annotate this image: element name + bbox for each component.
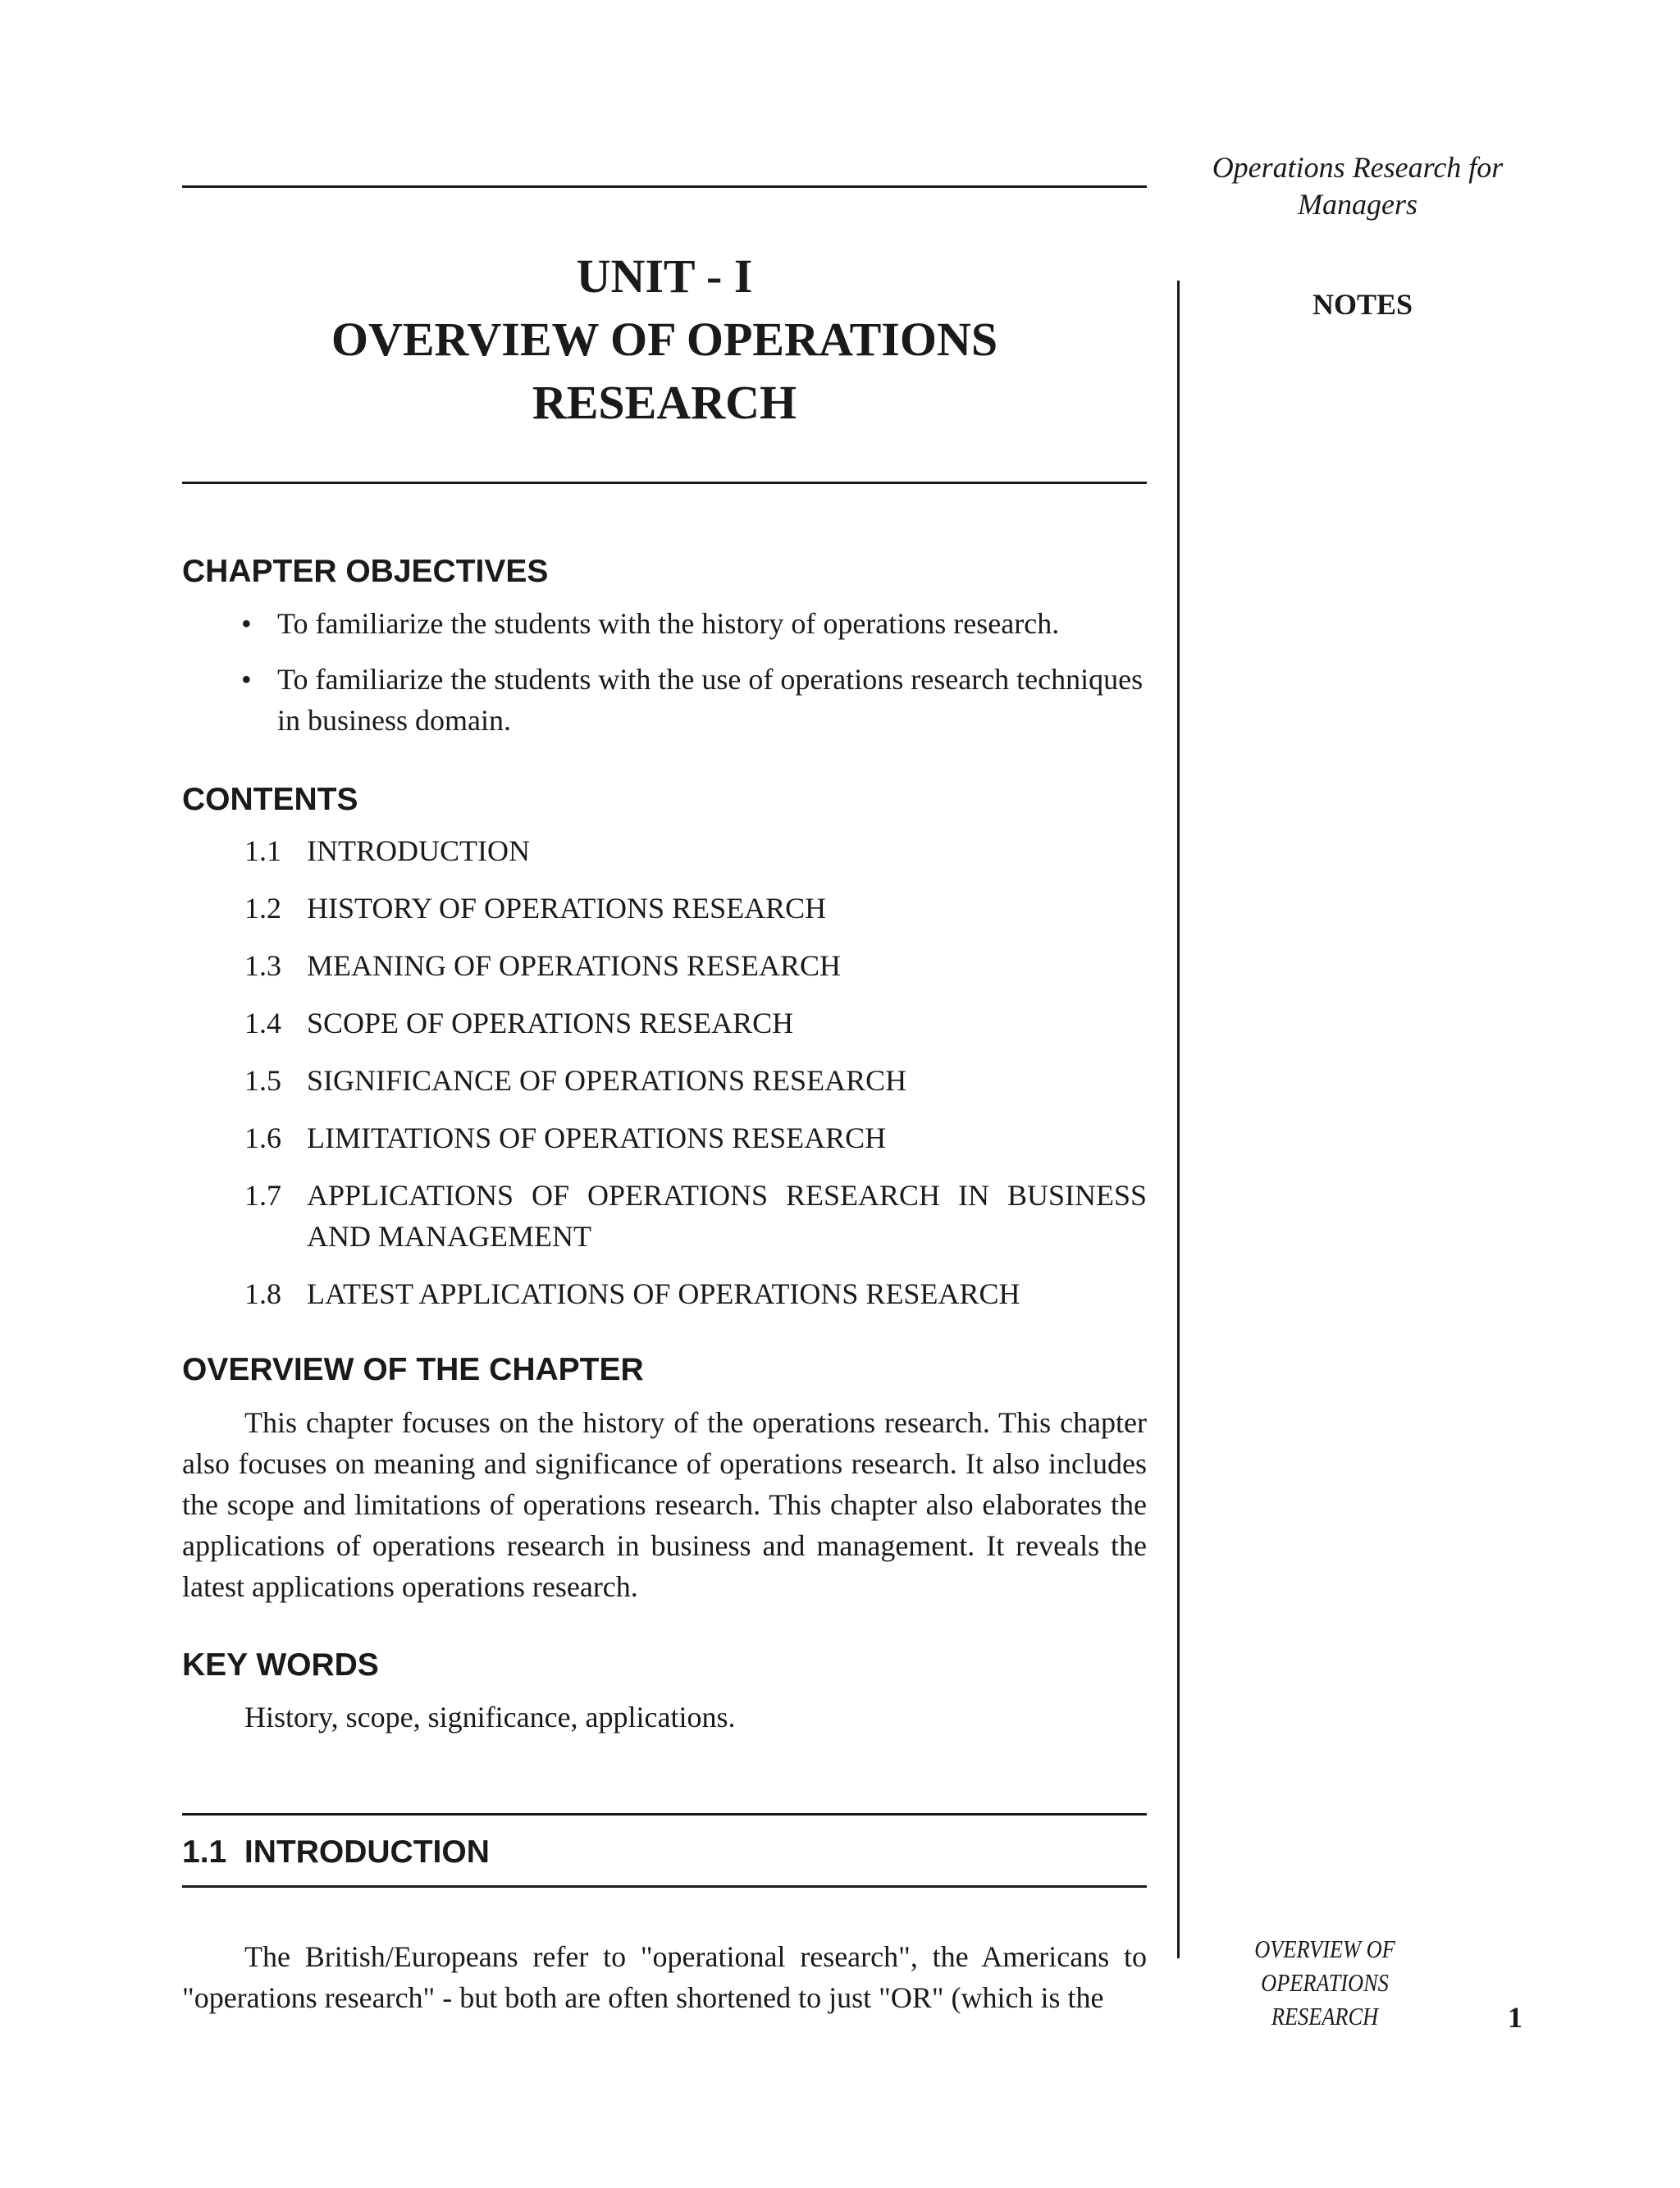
chapter-footer-label [1238,1932,1413,2033]
contents-item-number: 1.4 [244,1007,281,1039]
contents-item-number: 1.7 [244,1179,281,1212]
notes-label: NOTES [1312,288,1413,321]
contents-item-label: INTRODUCTION [307,834,530,867]
contents-item[interactable] [244,945,1147,986]
contents-item-label: HISTORY OF OPERATIONS RESEARCH [307,892,827,925]
contents-item[interactable] [244,1273,1147,1314]
introduction-paragraph: The British/Europeans refer to "operational research", the Americans to "operations research" - but both are often shortened to just "OR" (which is the [182,1940,1147,2014]
contents-item-label: APPLICATIONS OF OPERATIONS RESEARCH IN BUSINESS AND MANAGEMENT [307,1179,1147,1253]
unit-title-line-3: RESEARCH [532,376,797,429]
title-top-rule [182,185,1147,188]
contents-heading: CONTENTS [182,782,358,817]
overview-heading: OVERVIEW OF THE CHAPTER [182,1352,644,1387]
page-number: 1 [1508,2001,1522,2034]
contents-item-label: LIMITATIONS OF OPERATIONS RESEARCH [307,1121,887,1154]
contents-item[interactable] [244,830,1147,871]
chapter-footer-line-1: OVERVIEW OF [1254,1934,1395,1963]
contents-item-label: MEANING OF OPERATIONS RESEARCH [307,949,842,982]
overview-paragraph: This chapter focuses on the history of the operations research. This chapter also focuses on meaning and significance of operations research. It also includes the scope and limitations of operations research. This chapter also elaborates the applications of operations research in business and management. It reveals the latest applications operations research. [182,1406,1147,1603]
objective-text: To familiarize the students with the history of operations research. [277,607,1060,640]
intro-bottom-rule [182,1885,1147,1888]
contents-item-label: SIGNIFICANCE OF OPERATIONS RESEARCH [307,1064,907,1097]
intro-top-rule [182,1813,1147,1816]
key-words-text: History, scope, significance, applications. [244,1701,736,1733]
contents-list [244,830,1147,1331]
contents-item-number: 1.1 [244,834,281,867]
bullet-icon: • [241,663,252,696]
introduction-heading: 1.1 INTRODUCTION [182,1834,490,1870]
book-title-header [1189,149,1526,223]
contents-item[interactable] [244,1003,1147,1044]
chapter-footer-line-3: RESEARCH [1271,2002,1379,2030]
bullet-icon: • [241,607,252,640]
contents-item-label: SCOPE OF OPERATIONS RESEARCH [307,1007,794,1039]
contents-item[interactable] [244,1175,1147,1257]
contents-item[interactable] [244,1117,1147,1158]
contents-item[interactable] [244,1060,1147,1101]
chapter-objectives-heading: CHAPTER OBJECTIVES [182,554,549,589]
contents-item[interactable] [244,888,1147,929]
contents-item-number: 1.6 [244,1121,281,1154]
book-title-line-2: Managers [1298,188,1418,221]
notes-column-divider [1177,281,1180,1958]
objective-text: To familiarize the students with the use of operations research techniques in business domain. [277,663,1144,737]
contents-item-number: 1.8 [244,1277,281,1310]
book-title-line-1: Operations Research for [1212,151,1504,184]
list-item [238,659,1148,741]
chapter-footer-line-2: OPERATIONS [1261,1968,1389,1997]
contents-item-label: LATEST APPLICATIONS OF OPERATIONS RESEARCH [307,1277,1020,1310]
contents-item-number: 1.3 [244,949,281,982]
unit-title-line-2: OVERVIEW OF OPERATIONS [331,313,998,366]
list-item [238,603,1148,644]
contents-item-number: 1.5 [244,1064,281,1097]
title-bottom-rule [182,482,1147,484]
key-words-heading: KEY WORDS [182,1647,379,1683]
contents-item-number: 1.2 [244,892,281,925]
unit-title [182,244,1147,434]
objectives-list [238,603,1148,756]
unit-title-line-1: UNIT - I [576,249,753,303]
